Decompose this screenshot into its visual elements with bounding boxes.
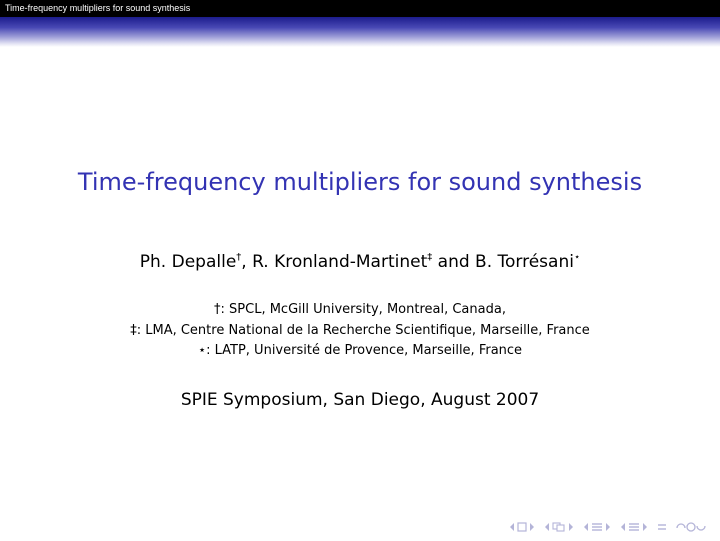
nav-frame-group	[509, 522, 535, 532]
author-mark-double-dagger: ‡	[427, 252, 433, 263]
navigation-bar	[509, 520, 706, 534]
slide-title: Time-frequency multipliers for sound synthesis	[77, 168, 643, 196]
author-torresani: B. Torrésani	[475, 252, 574, 272]
affiliation-latp	[0, 342, 720, 360]
affiliation-lma	[0, 322, 720, 340]
nav-next-frame-icon[interactable]	[529, 522, 535, 532]
affiliation-mark: ⋆	[197, 343, 207, 358]
header-bar	[0, 0, 720, 17]
nav-document-group	[620, 522, 648, 532]
author-line	[0, 250, 720, 274]
author-separator: and	[432, 252, 476, 272]
running-title: Time-frequency multipliers for sound synthesis	[5, 3, 191, 13]
nav-section-group	[583, 522, 611, 532]
author-depalle: Ph. Depalle	[139, 252, 237, 272]
nav-subsection-icon[interactable]	[552, 522, 566, 532]
header-shadow-band	[0, 17, 720, 47]
affiliation-mark: †	[214, 302, 221, 317]
affiliation-spcl	[0, 301, 720, 319]
nav-prev-subsection-icon[interactable]	[544, 522, 550, 532]
nav-next-document-icon[interactable]	[642, 522, 648, 532]
affiliation-mark: ‡	[130, 323, 137, 338]
author-separator: ,	[241, 252, 253, 272]
author-mark-star: ⋆	[573, 252, 581, 263]
nav-section-icon[interactable]	[591, 522, 603, 532]
nav-prev-document-icon[interactable]	[620, 522, 626, 532]
nav-prev-frame-icon[interactable]	[509, 522, 515, 532]
affiliation-text: : LATP, Université de Provence, Marseille, France	[206, 343, 523, 358]
nav-subsection-group	[544, 522, 574, 532]
nav-next-section-icon[interactable]	[605, 522, 611, 532]
author-mark-dagger: †	[236, 252, 242, 263]
affiliation-text: : LMA, Centre National de la Recherche Scientifique, Marseille, France	[136, 323, 590, 338]
affiliation-text: : SPCL, McGill University, Montreal, Canada,	[220, 302, 506, 317]
nav-frame-icon[interactable]	[517, 522, 527, 532]
nav-next-subsection-icon[interactable]	[568, 522, 574, 532]
author-kronland-martinet: R. Kronland-Martinet	[252, 252, 428, 272]
nav-search-icon[interactable]	[676, 522, 706, 532]
nav-document-icon[interactable]	[628, 522, 640, 532]
event-line: SPIE Symposium, San Diego, August 2007	[180, 390, 540, 410]
nav-appendix-icon[interactable]	[657, 522, 667, 532]
nav-prev-section-icon[interactable]	[583, 522, 589, 532]
